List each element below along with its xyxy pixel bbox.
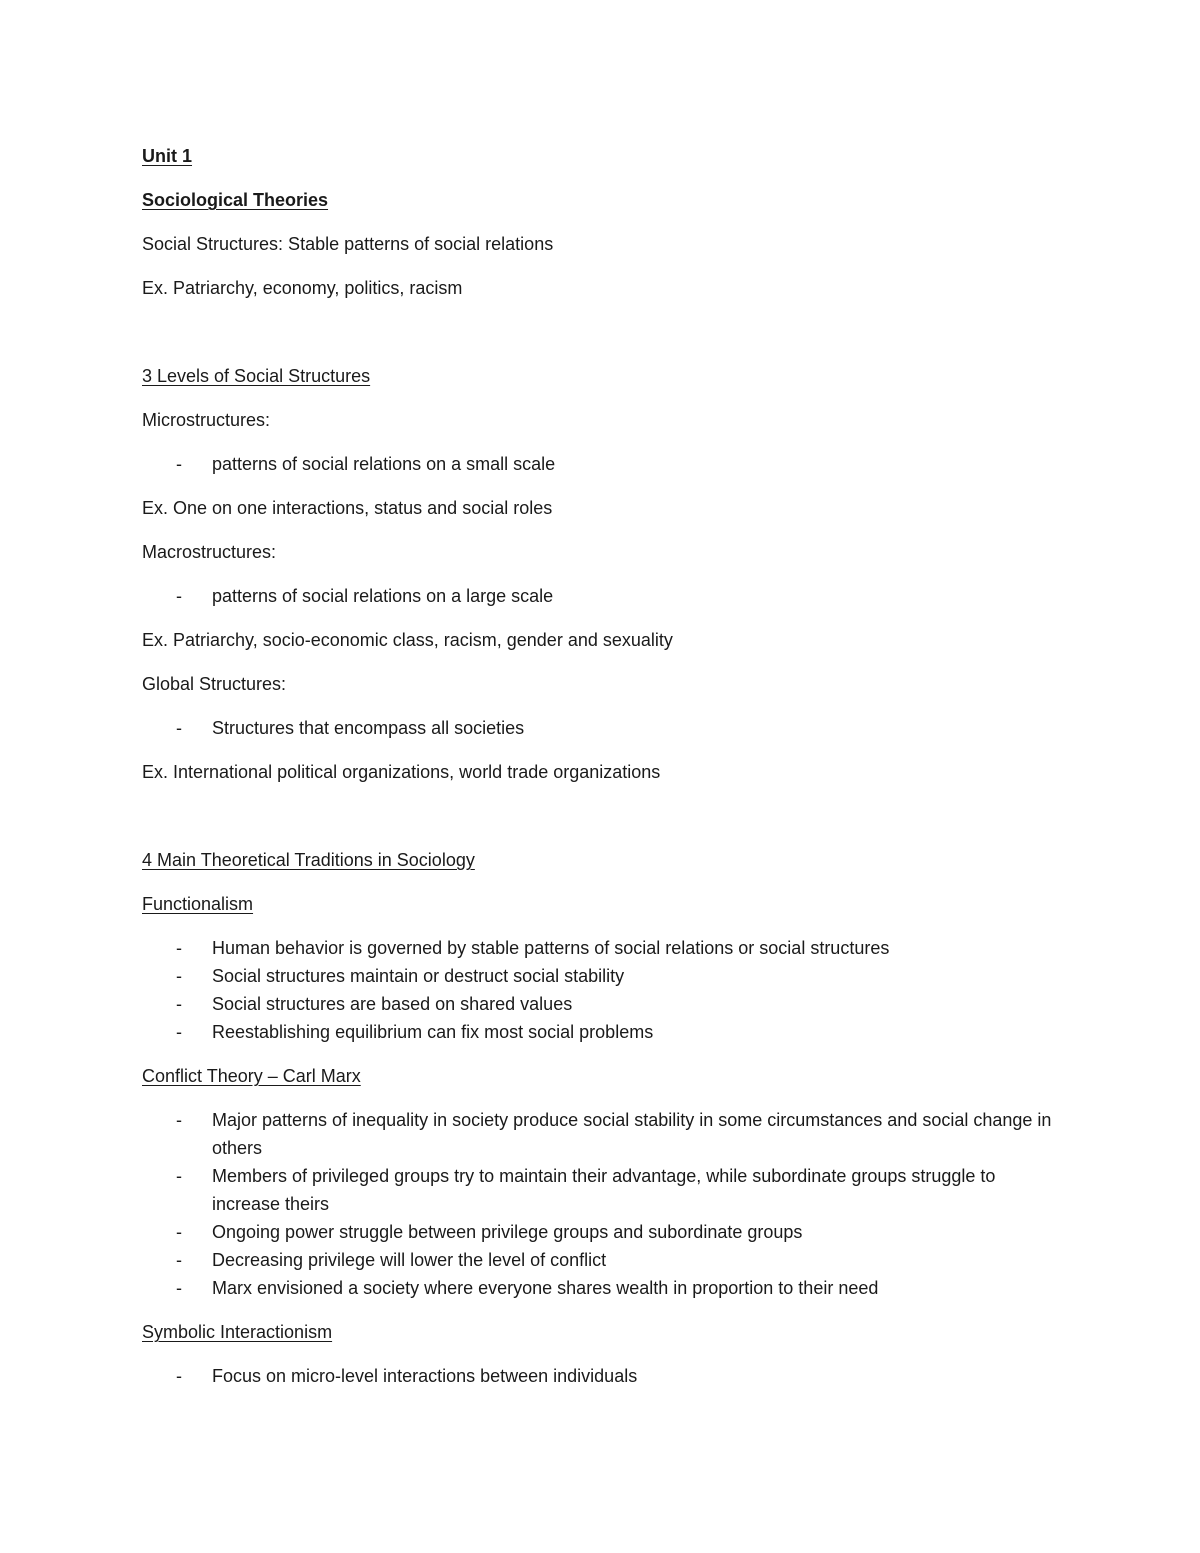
list-item [142, 1162, 1062, 1218]
micro-list [142, 450, 1062, 478]
unit-title: Unit 1 [142, 146, 193, 166]
list-item-text: Human behavior is governed by stable patterns of social relations or social structures [212, 938, 890, 958]
section-heading-sociological-theories: Sociological Theories [142, 190, 329, 210]
dash-bullet: - [176, 1022, 182, 1042]
dash-bullet: - [176, 586, 182, 606]
functionalism-list [142, 934, 1062, 1046]
dash-bullet: - [176, 1250, 182, 1270]
list-item [142, 450, 1062, 478]
blank-line [142, 318, 1062, 362]
micro-example: Ex. One on one interactions, status and social roles [142, 498, 553, 518]
macro-example: Ex. Patriarchy, socio-economic class, racism, gender and sexuality [142, 630, 673, 650]
micro-label: Microstructures: [142, 410, 271, 430]
macro-label: Macrostructures: [142, 542, 277, 562]
conflict-theory-list [142, 1106, 1062, 1302]
dash-bullet: - [176, 718, 182, 738]
blank-line [142, 802, 1062, 846]
list-item [142, 1246, 1062, 1274]
social-structures-example: Ex. Patriarchy, economy, politics, racism [142, 278, 463, 298]
functionalism-heading: Functionalism [142, 894, 254, 914]
list-item-text: Structures that encompass all societies [212, 718, 525, 738]
list-item-text: Members of privileged groups try to maintain their advantage, while subordinate groups struggle to increase theirs [212, 1166, 996, 1214]
social-structures-definition: Social Structures: Stable patterns of social relations [142, 234, 554, 254]
list-item [142, 714, 1062, 742]
list-item-text: Reestablishing equilibrium can fix most social problems [212, 1022, 654, 1042]
list-item [142, 1018, 1062, 1046]
dash-bullet: - [176, 994, 182, 1014]
list-item [142, 990, 1062, 1018]
list-item-text: Social structures are based on shared values [212, 994, 573, 1014]
list-item-text: Major patterns of inequality in society produce social stability in some circumstances and social change in others [212, 1110, 1052, 1158]
conflict-theory-heading: Conflict Theory – Carl Marx [142, 1066, 361, 1086]
list-item-text: Ongoing power struggle between privilege groups and subordinate groups [212, 1222, 803, 1242]
section-heading-traditions: 4 Main Theoretical Traditions in Sociology [142, 850, 475, 870]
list-item [142, 1218, 1062, 1246]
global-label: Global Structures: [142, 674, 287, 694]
dash-bullet: - [176, 938, 182, 958]
list-item-text: Social structures maintain or destruct social stability [212, 966, 625, 986]
list-item-text: patterns of social relations on a small scale [212, 454, 556, 474]
dash-bullet: - [176, 1166, 182, 1186]
dash-bullet: - [176, 454, 182, 474]
section-heading-levels: 3 Levels of Social Structures [142, 366, 371, 386]
list-item-text: Marx envisioned a society where everyone shares wealth in proportion to their need [212, 1278, 879, 1298]
dash-bullet: - [176, 1110, 182, 1130]
global-example: Ex. International political organizations, world trade organizations [142, 762, 661, 782]
list-item [142, 1362, 1062, 1390]
list-item-text: Decreasing privilege will lower the level of conflict [212, 1250, 607, 1270]
symbolic-interactionism-heading: Symbolic Interactionism [142, 1322, 333, 1342]
list-item [142, 582, 1062, 610]
list-item-text: patterns of social relations on a large scale [212, 586, 554, 606]
symbolic-interactionism-list [142, 1362, 1062, 1390]
dash-bullet: - [176, 1222, 182, 1242]
document-body [142, 142, 1062, 1406]
dash-bullet: - [176, 1366, 182, 1386]
list-item [142, 1106, 1062, 1162]
list-item [142, 962, 1062, 990]
dash-bullet: - [176, 1278, 182, 1298]
list-item [142, 934, 1062, 962]
dash-bullet: - [176, 966, 182, 986]
list-item [142, 1274, 1062, 1302]
list-item-text: Focus on micro-level interactions between individuals [212, 1366, 638, 1386]
global-list [142, 714, 1062, 742]
macro-list [142, 582, 1062, 610]
